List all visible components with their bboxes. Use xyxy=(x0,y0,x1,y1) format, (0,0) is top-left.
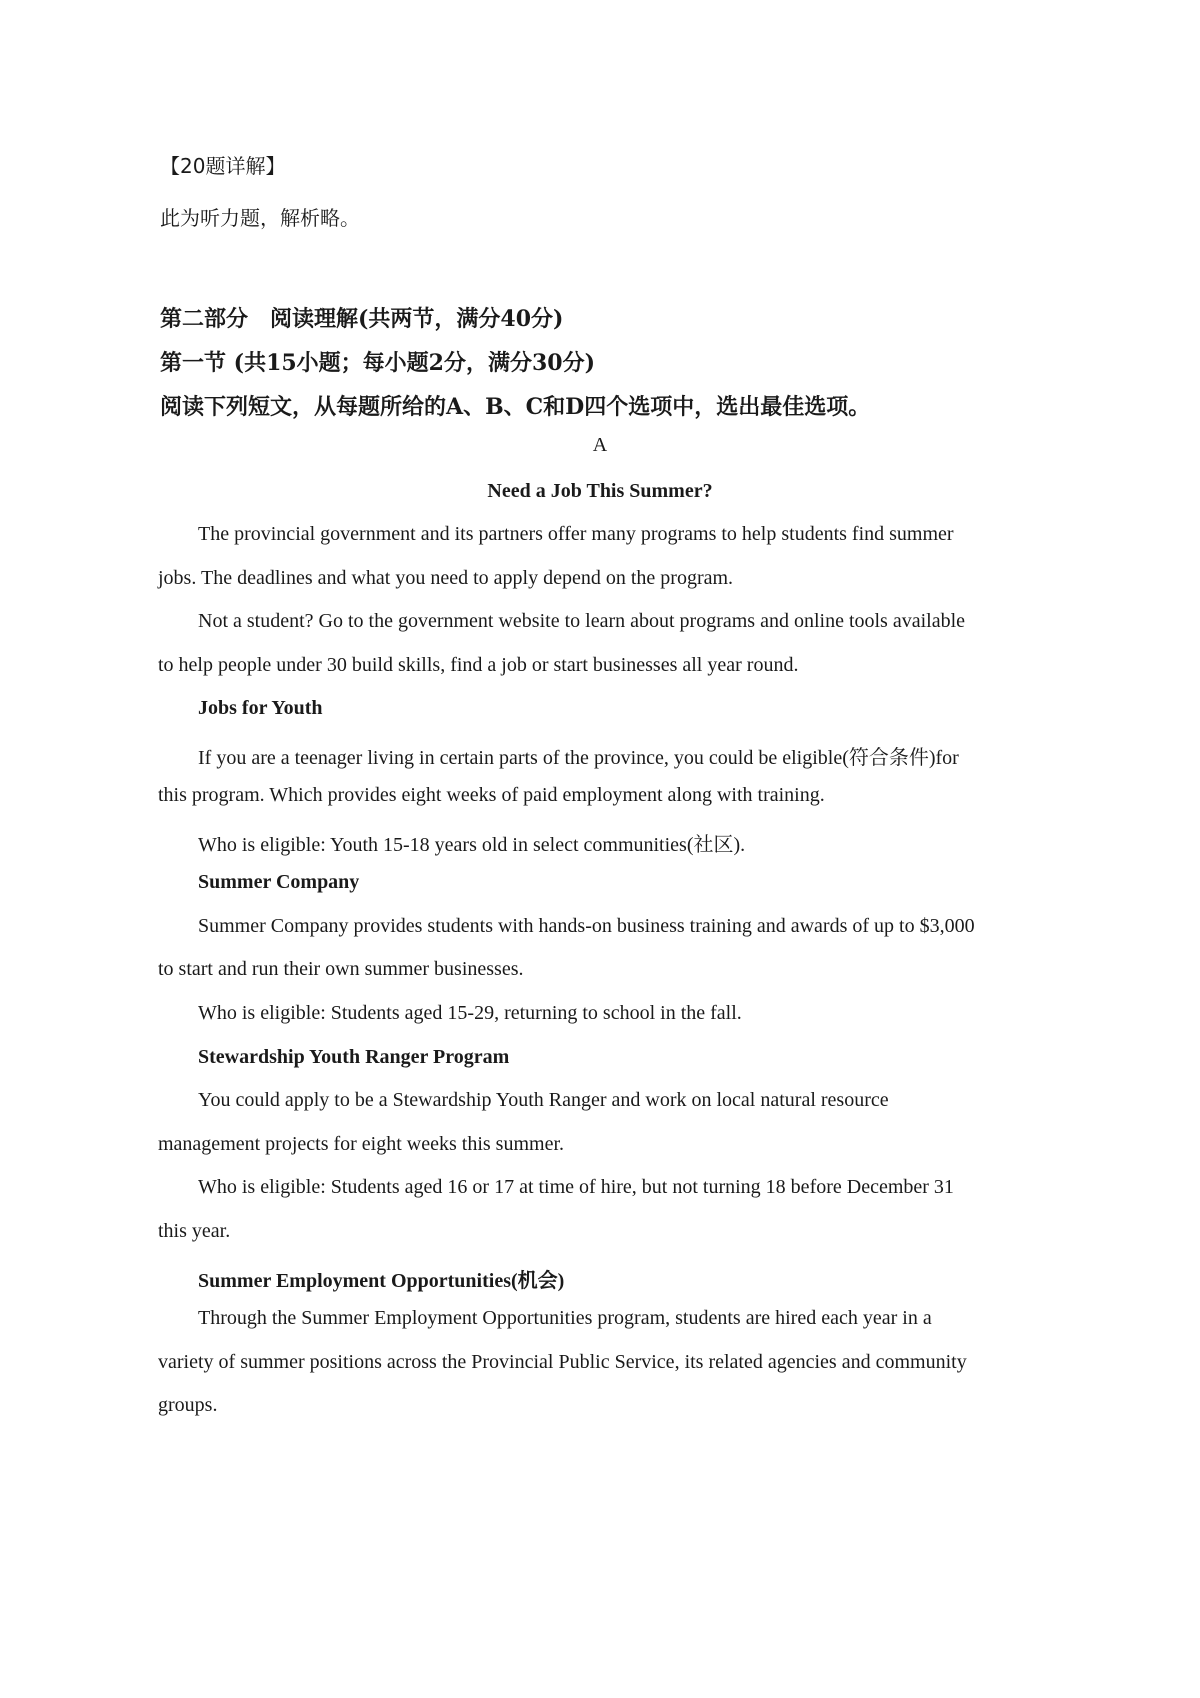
heading-summer-company: Summer Company xyxy=(198,871,360,893)
summer-employment-line-3: groups. xyxy=(158,1394,218,1416)
passage-letter: A xyxy=(592,434,608,456)
stewardship-eligibility-line-2: this year. xyxy=(158,1220,231,1242)
intro-line-2: jobs. The deadlines and what you need to apply depend on the program. xyxy=(158,567,734,589)
passage-title: Need a Job This Summer? xyxy=(487,480,713,502)
heading-summer-employment-opportunities: Summer Employment Opportunities(机会) xyxy=(198,1270,565,1292)
answer-text: 此为听力题，解析略。 xyxy=(160,206,360,230)
summer-employment-line-2: variety of summer positions across the Provincial Public Service, its related agencies and community xyxy=(158,1351,967,1373)
part-title: 第二部分 阅读理解(共两节，满分40分) xyxy=(160,306,564,332)
heading-jobs-for-youth: Jobs for Youth xyxy=(198,697,323,719)
jobs-for-youth-eligibility: Who is eligible: Youth 15-18 years old in select communities(社区). xyxy=(198,834,746,856)
stewardship-line-1: You could apply to be a Stewardship Youth Ranger and work on local natural resource xyxy=(198,1089,889,1111)
section-subtitle: 第一节 (共15小题；每小题2分，满分30分) xyxy=(160,350,596,376)
summer-employment-line-1: Through the Summer Employment Opportunities program, students are hired each year in a xyxy=(198,1307,932,1329)
summer-company-line-1: Summer Company provides students with hands-on business training and awards of up to $3,000 xyxy=(198,915,975,937)
heading-stewardship-youth-ranger: Stewardship Youth Ranger Program xyxy=(198,1046,510,1068)
summer-company-line-2: to start and run their own summer businesses. xyxy=(158,958,524,980)
jobs-for-youth-line-2: this program. Which provides eight weeks of paid employment along with training. xyxy=(158,784,825,806)
intro-line-3: Not a student? Go to the government website to learn about programs and online tools available xyxy=(198,610,966,632)
intro-line-4: to help people under 30 build skills, find a job or start businesses all year round. xyxy=(158,654,799,676)
intro-line-1: The provincial government and its partners offer many programs to help students find summer xyxy=(198,523,954,545)
answer-header: 【20题详解】 xyxy=(160,154,286,178)
stewardship-line-2: management projects for eight weeks this summer. xyxy=(158,1133,565,1155)
jobs-for-youth-line-1: If you are a teenager living in certain parts of the province, you could be eligible(符合条件)for xyxy=(198,747,959,769)
summer-company-eligibility: Who is eligible: Students aged 15-29, returning to school in the fall. xyxy=(198,1002,742,1024)
reading-instruction: 阅读下列短文，从每题所给的A、B、C和D四个选项中，选出最佳选项。 xyxy=(160,394,871,420)
stewardship-eligibility-line-1: Who is eligible: Students aged 16 or 17 at time of hire, but not turning 18 before December 31 xyxy=(198,1176,954,1198)
